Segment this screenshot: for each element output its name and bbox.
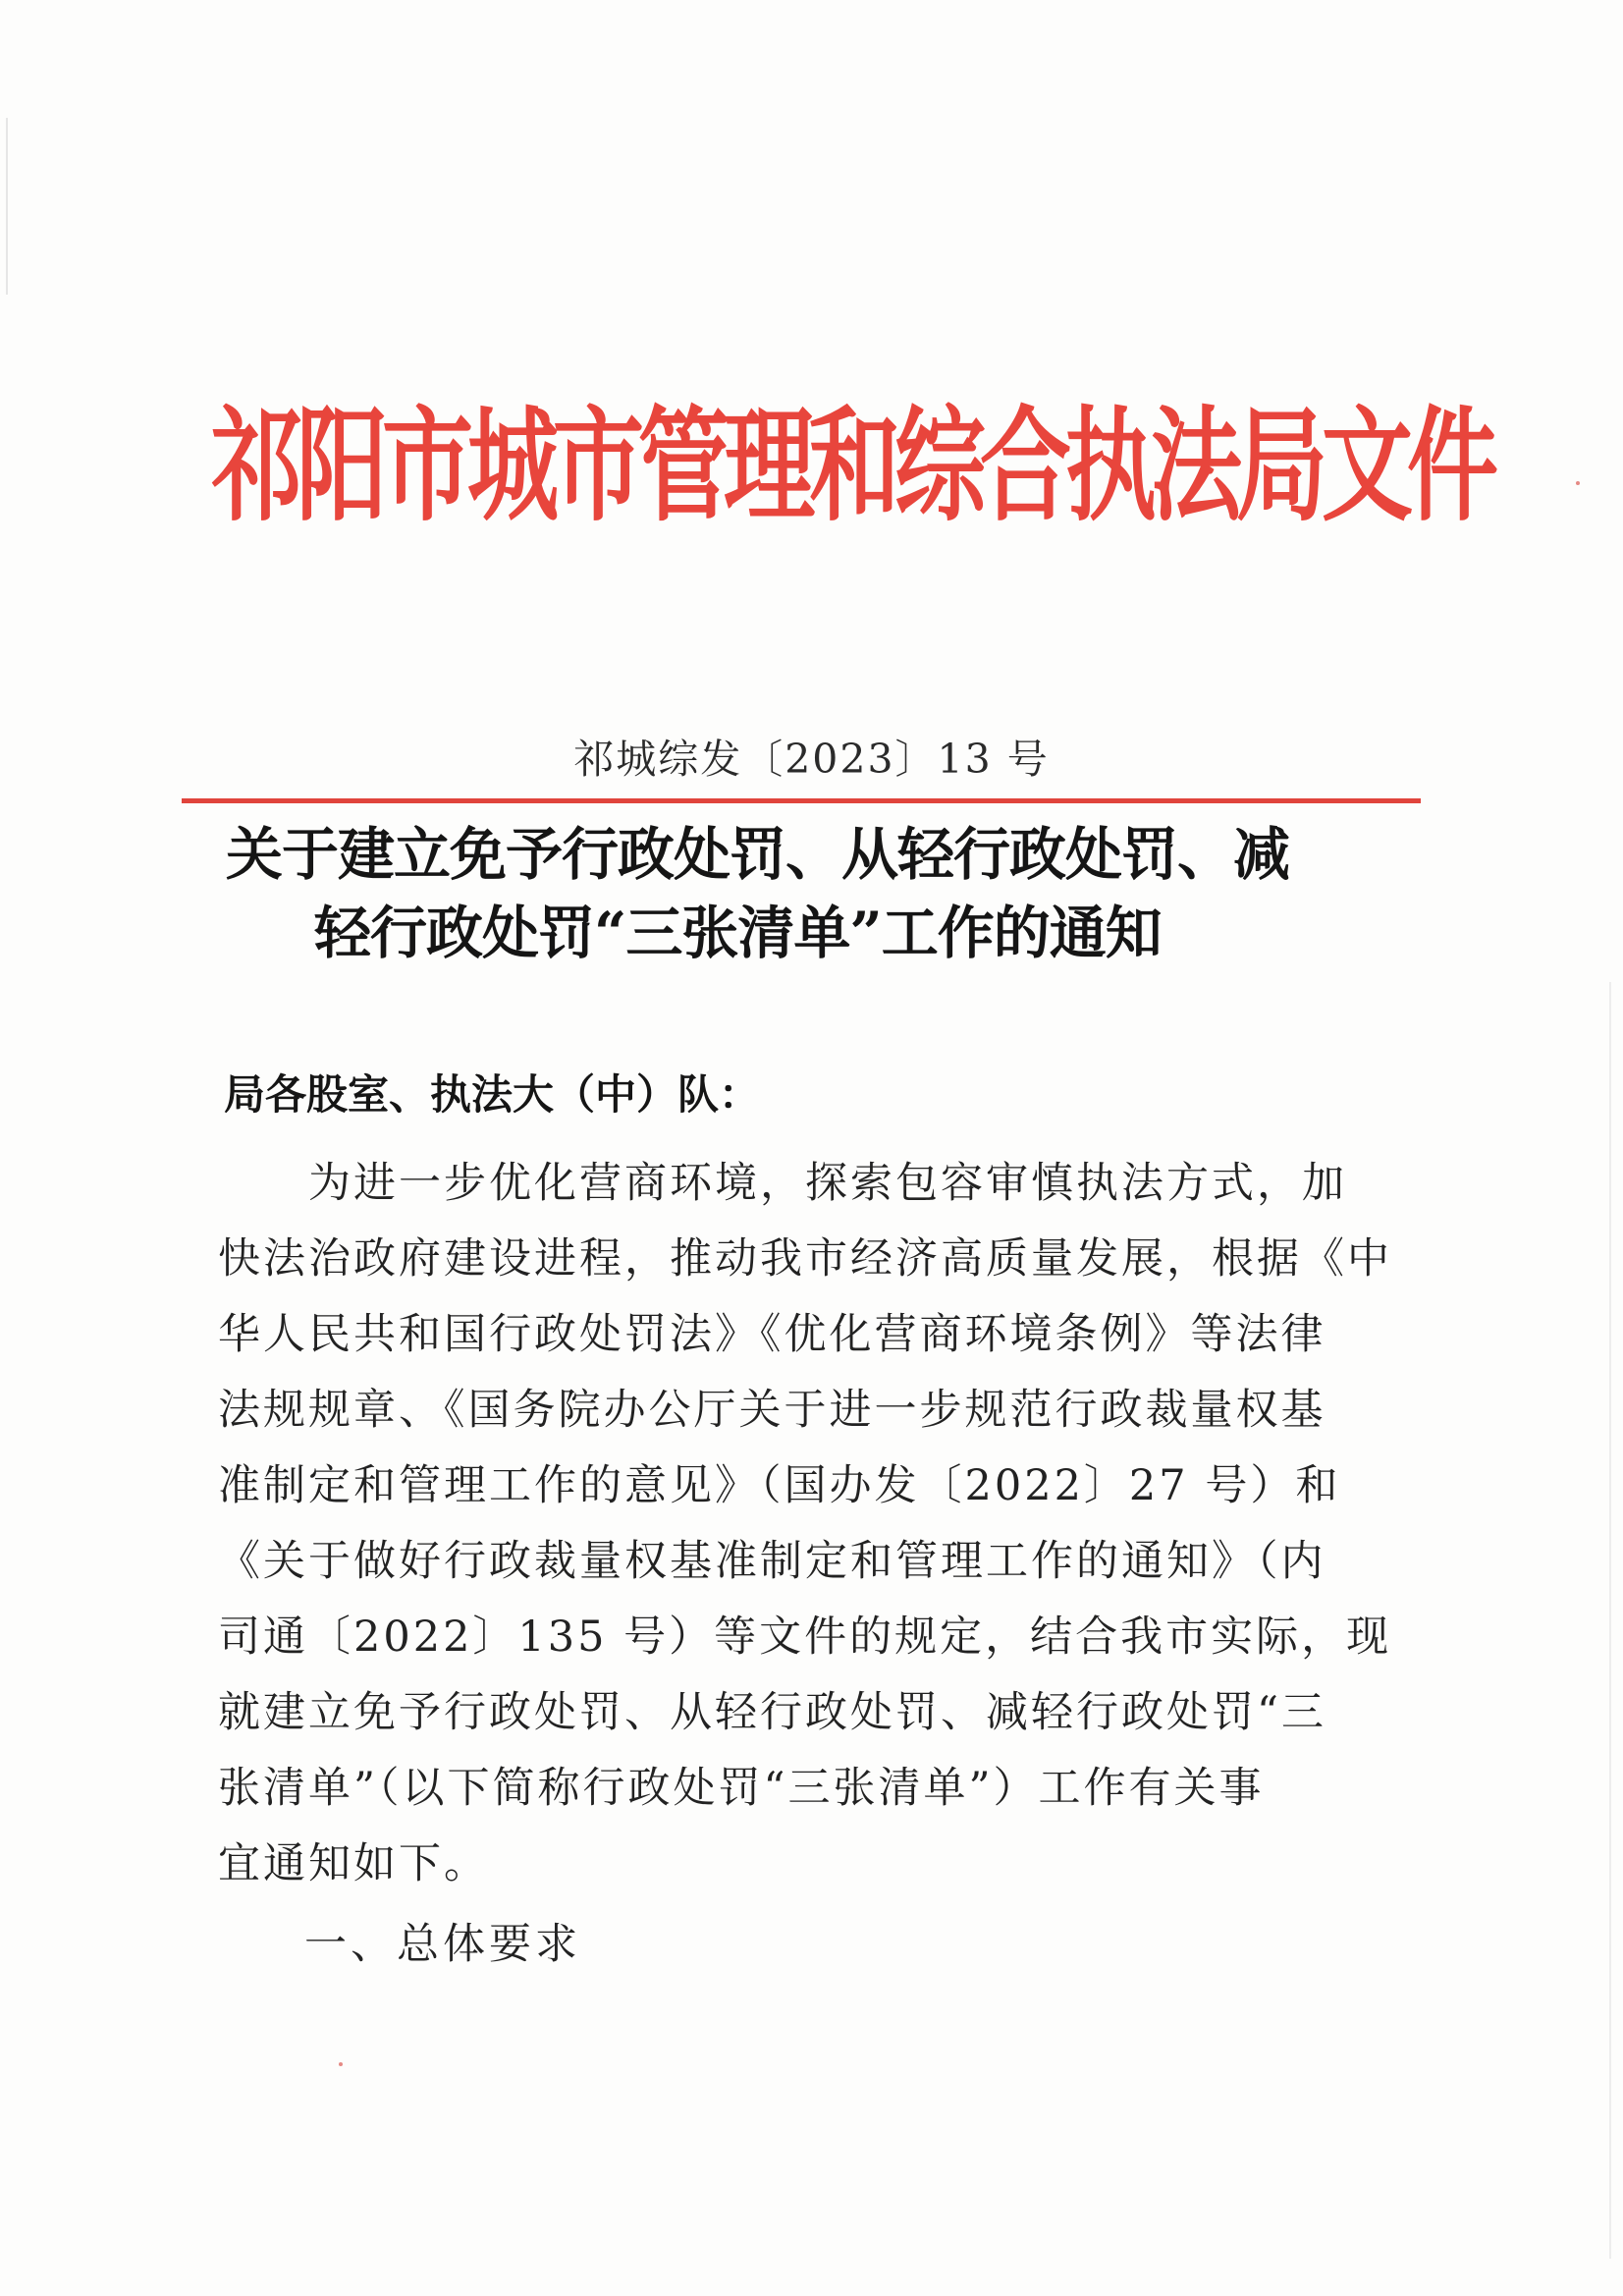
scan-speck [1576, 481, 1580, 485]
scan-edge-shadow [1609, 982, 1611, 2259]
section-heading: 一、总体要求 [304, 1920, 581, 1969]
title-line-1: 关于建立免予行政处罚、从轻行政处罚、减 [226, 821, 1290, 888]
document-number: 祁城综发〔2023〕13 号 [573, 736, 1050, 783]
red-separator-line [182, 798, 1421, 803]
body-line: 快法治政府建设进程，推动我市经济高质量发展，根据《中 [218, 1234, 1392, 1284]
title-line-2: 轻行政处罚“三张清单”工作的通知 [314, 900, 1162, 966]
scan-speck [339, 2062, 343, 2066]
scan-edge-shadow [6, 118, 8, 295]
body-line: 司通〔2022〕135 号）等文件的规定，结合我市实际，现 [218, 1613, 1392, 1662]
body-line: 就建立免予行政处罚、从轻行政处罚、减轻行政处罚“三 [218, 1688, 1326, 1737]
body-line: 张清单”（以下简称行政处罚“三张清单”）工作有关事 [218, 1764, 1265, 1813]
masthead-title: 祁阳市城市管理和综合执法局文件 [211, 395, 1492, 538]
body-line: 法规规章、《国务院办公厅关于进一步规范行政裁量权基 [218, 1386, 1326, 1435]
body-line: 为进一步优化营商环境，探索包容审慎执法方式，加 [218, 1159, 1347, 1208]
body-line: 准制定和管理工作的意见》（国办发〔2022〕27 号）和 [218, 1461, 1341, 1510]
body-line: 宜通知如下。 [218, 1839, 489, 1888]
body-line: 《关于做好行政裁量权基准制定和管理工作的通知》（内 [218, 1537, 1326, 1586]
body-line: 华人民共和国行政处罚法》《优化营商环境条例》等法律 [218, 1310, 1326, 1359]
salutation: 局各股室、执法大（中）队： [224, 1070, 761, 1119]
